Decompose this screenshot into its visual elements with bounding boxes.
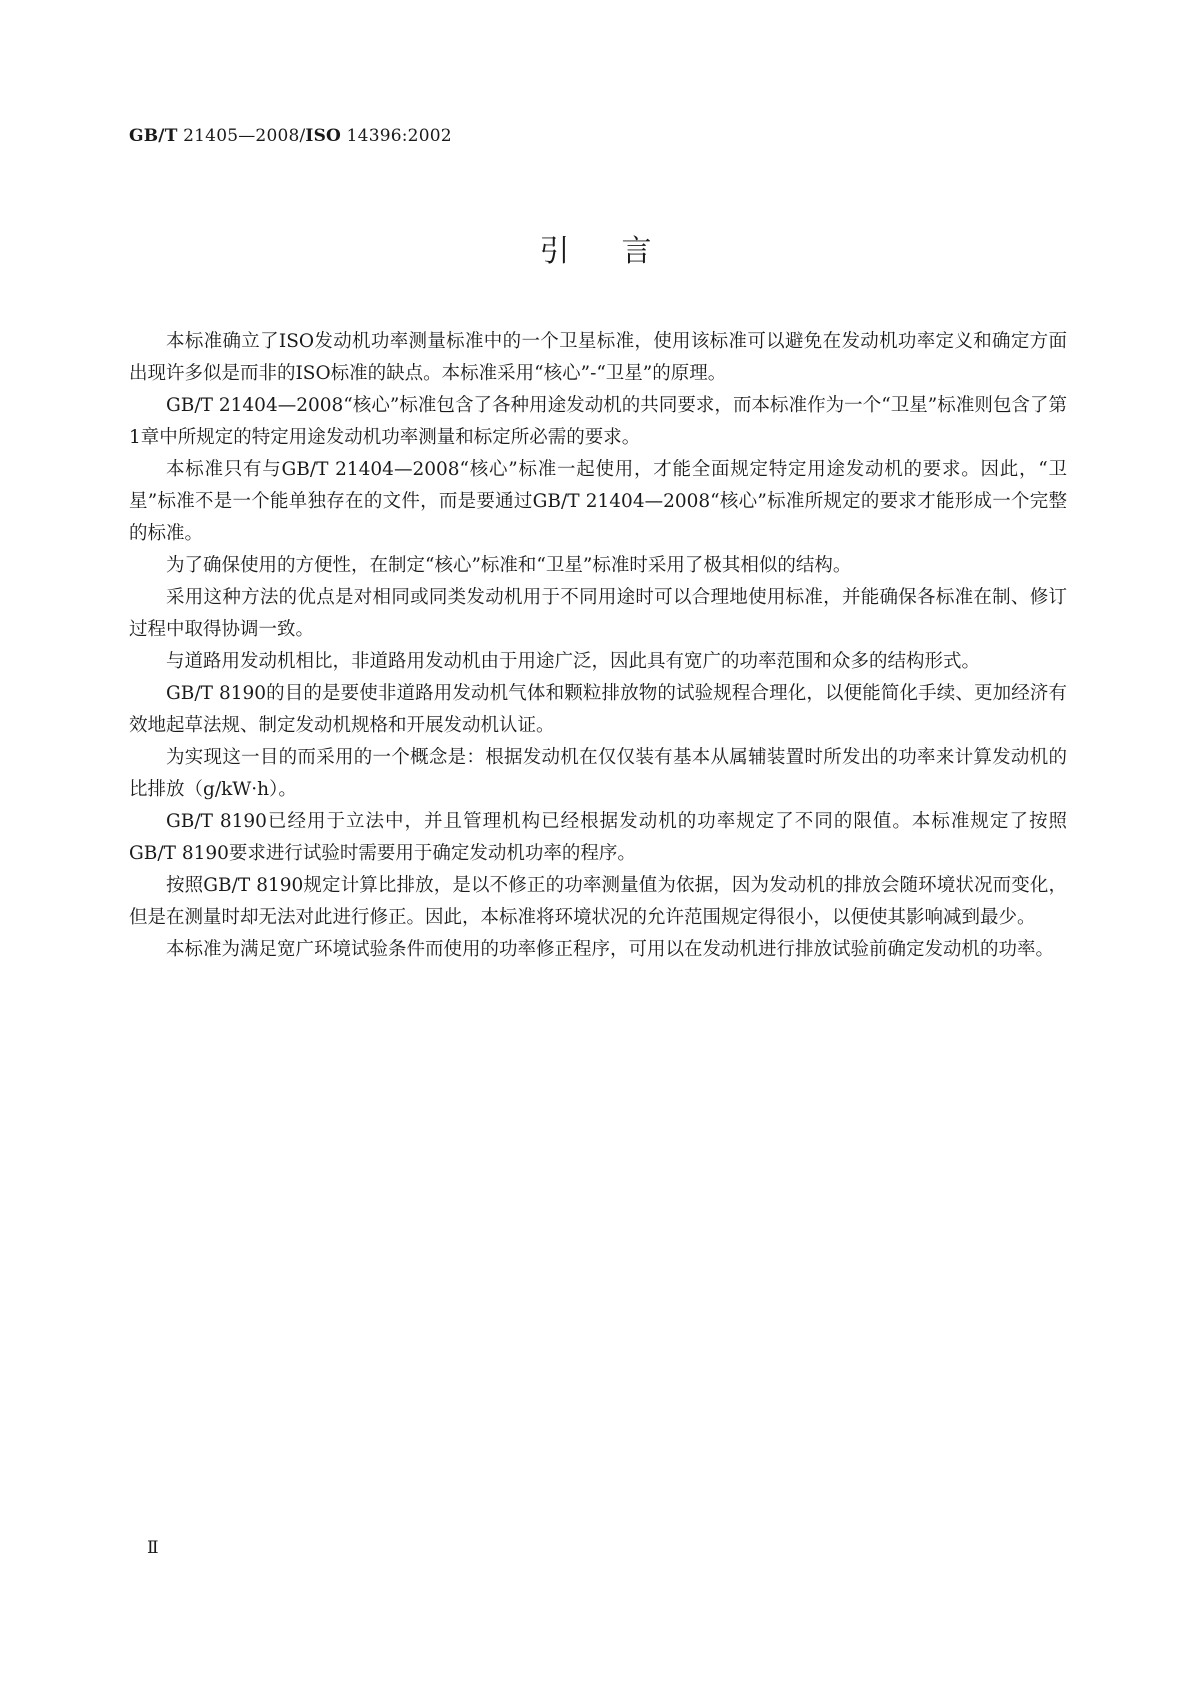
paragraph: GB/T 21404—2008“核心”标准包含了各种用途发动机的共同要求，而本标准作为一个“卫星”标准则包含了第1章中所规定的特定用途发动机功率测量和标定所必需的要求。 (129, 395, 1067, 448)
document-header (129, 126, 452, 146)
paragraph: 与道路用发动机相比，非道路用发动机由于用途广泛，因此具有宽广的功率范围和众多的结构形式。 (166, 651, 981, 672)
paragraph: 本标准为满足宽广环境试验条件而使用的功率修正程序，可用以在发动机进行排放试验前确定发动机的功率。 (166, 939, 1055, 960)
paragraph: 按照GB/T 8190规定计算比排放，是以不修正的功率测量值为依据，因为发动机的排放会随环境状况而变化，但是在测量时却无法对此进行修正。因此，本标准将环境状况的允许范围规定得很小，以便使其影响减到最少。 (129, 875, 1067, 928)
document-body (129, 326, 1067, 966)
paragraph: 为了确保使用的方便性，在制定“核心”标准和“卫星”标准时采用了极其相似的结构。 (166, 555, 852, 576)
page-number: Ⅱ (147, 1538, 159, 1558)
header-code-part-2: 21405—2008/ (177, 126, 306, 146)
page-title: 引言 (539, 234, 704, 269)
header-code-part-1: GB/T (129, 126, 178, 146)
paragraph: GB/T 8190已经用于立法中，并且管理机构已经根据发动机的功率规定了不同的限值。本标准规定了按照GB/T 8190要求进行试验时需要用于确定发动机功率的程序。 (129, 811, 1067, 864)
header-code-part-4: 14396:2002 (341, 126, 452, 146)
paragraph: 本标准确立了ISO发动机功率测量标准中的一个卫星标准，使用该标准可以避免在发动机功率定义和确定方面出现许多似是而非的ISO标准的缺点。本标准采用“核心”-“卫星”的原理。 (129, 331, 1067, 384)
paragraph: 采用这种方法的优点是对相同或同类发动机用于不同用途时可以合理地使用标准，并能确保各标准在制、修订过程中取得协调一致。 (129, 587, 1067, 640)
paragraph: 本标准只有与GB/T 21404—2008“核心”标准一起使用，才能全面规定特定用途发动机的要求。因此，“卫星”标准不是一个能单独存在的文件，而是要通过GB/T 21404—2008“核心”标准所规定的要求才能形成一个完整的标准。 (129, 459, 1067, 544)
paragraph: 为实现这一目的而采用的一个概念是：根据发动机在仅仅装有基本从属辅装置时所发出的功率来计算发动机的比排放（g/kW·h）。 (129, 747, 1067, 800)
header-code-part-3: ISO (305, 126, 342, 146)
paragraph: GB/T 8190的目的是要使非道路用发动机气体和颗粒排放物的试验规程合理化，以便能简化手续、更加经济有效地起草法规、制定发动机规格和开展发动机认证。 (129, 683, 1067, 736)
